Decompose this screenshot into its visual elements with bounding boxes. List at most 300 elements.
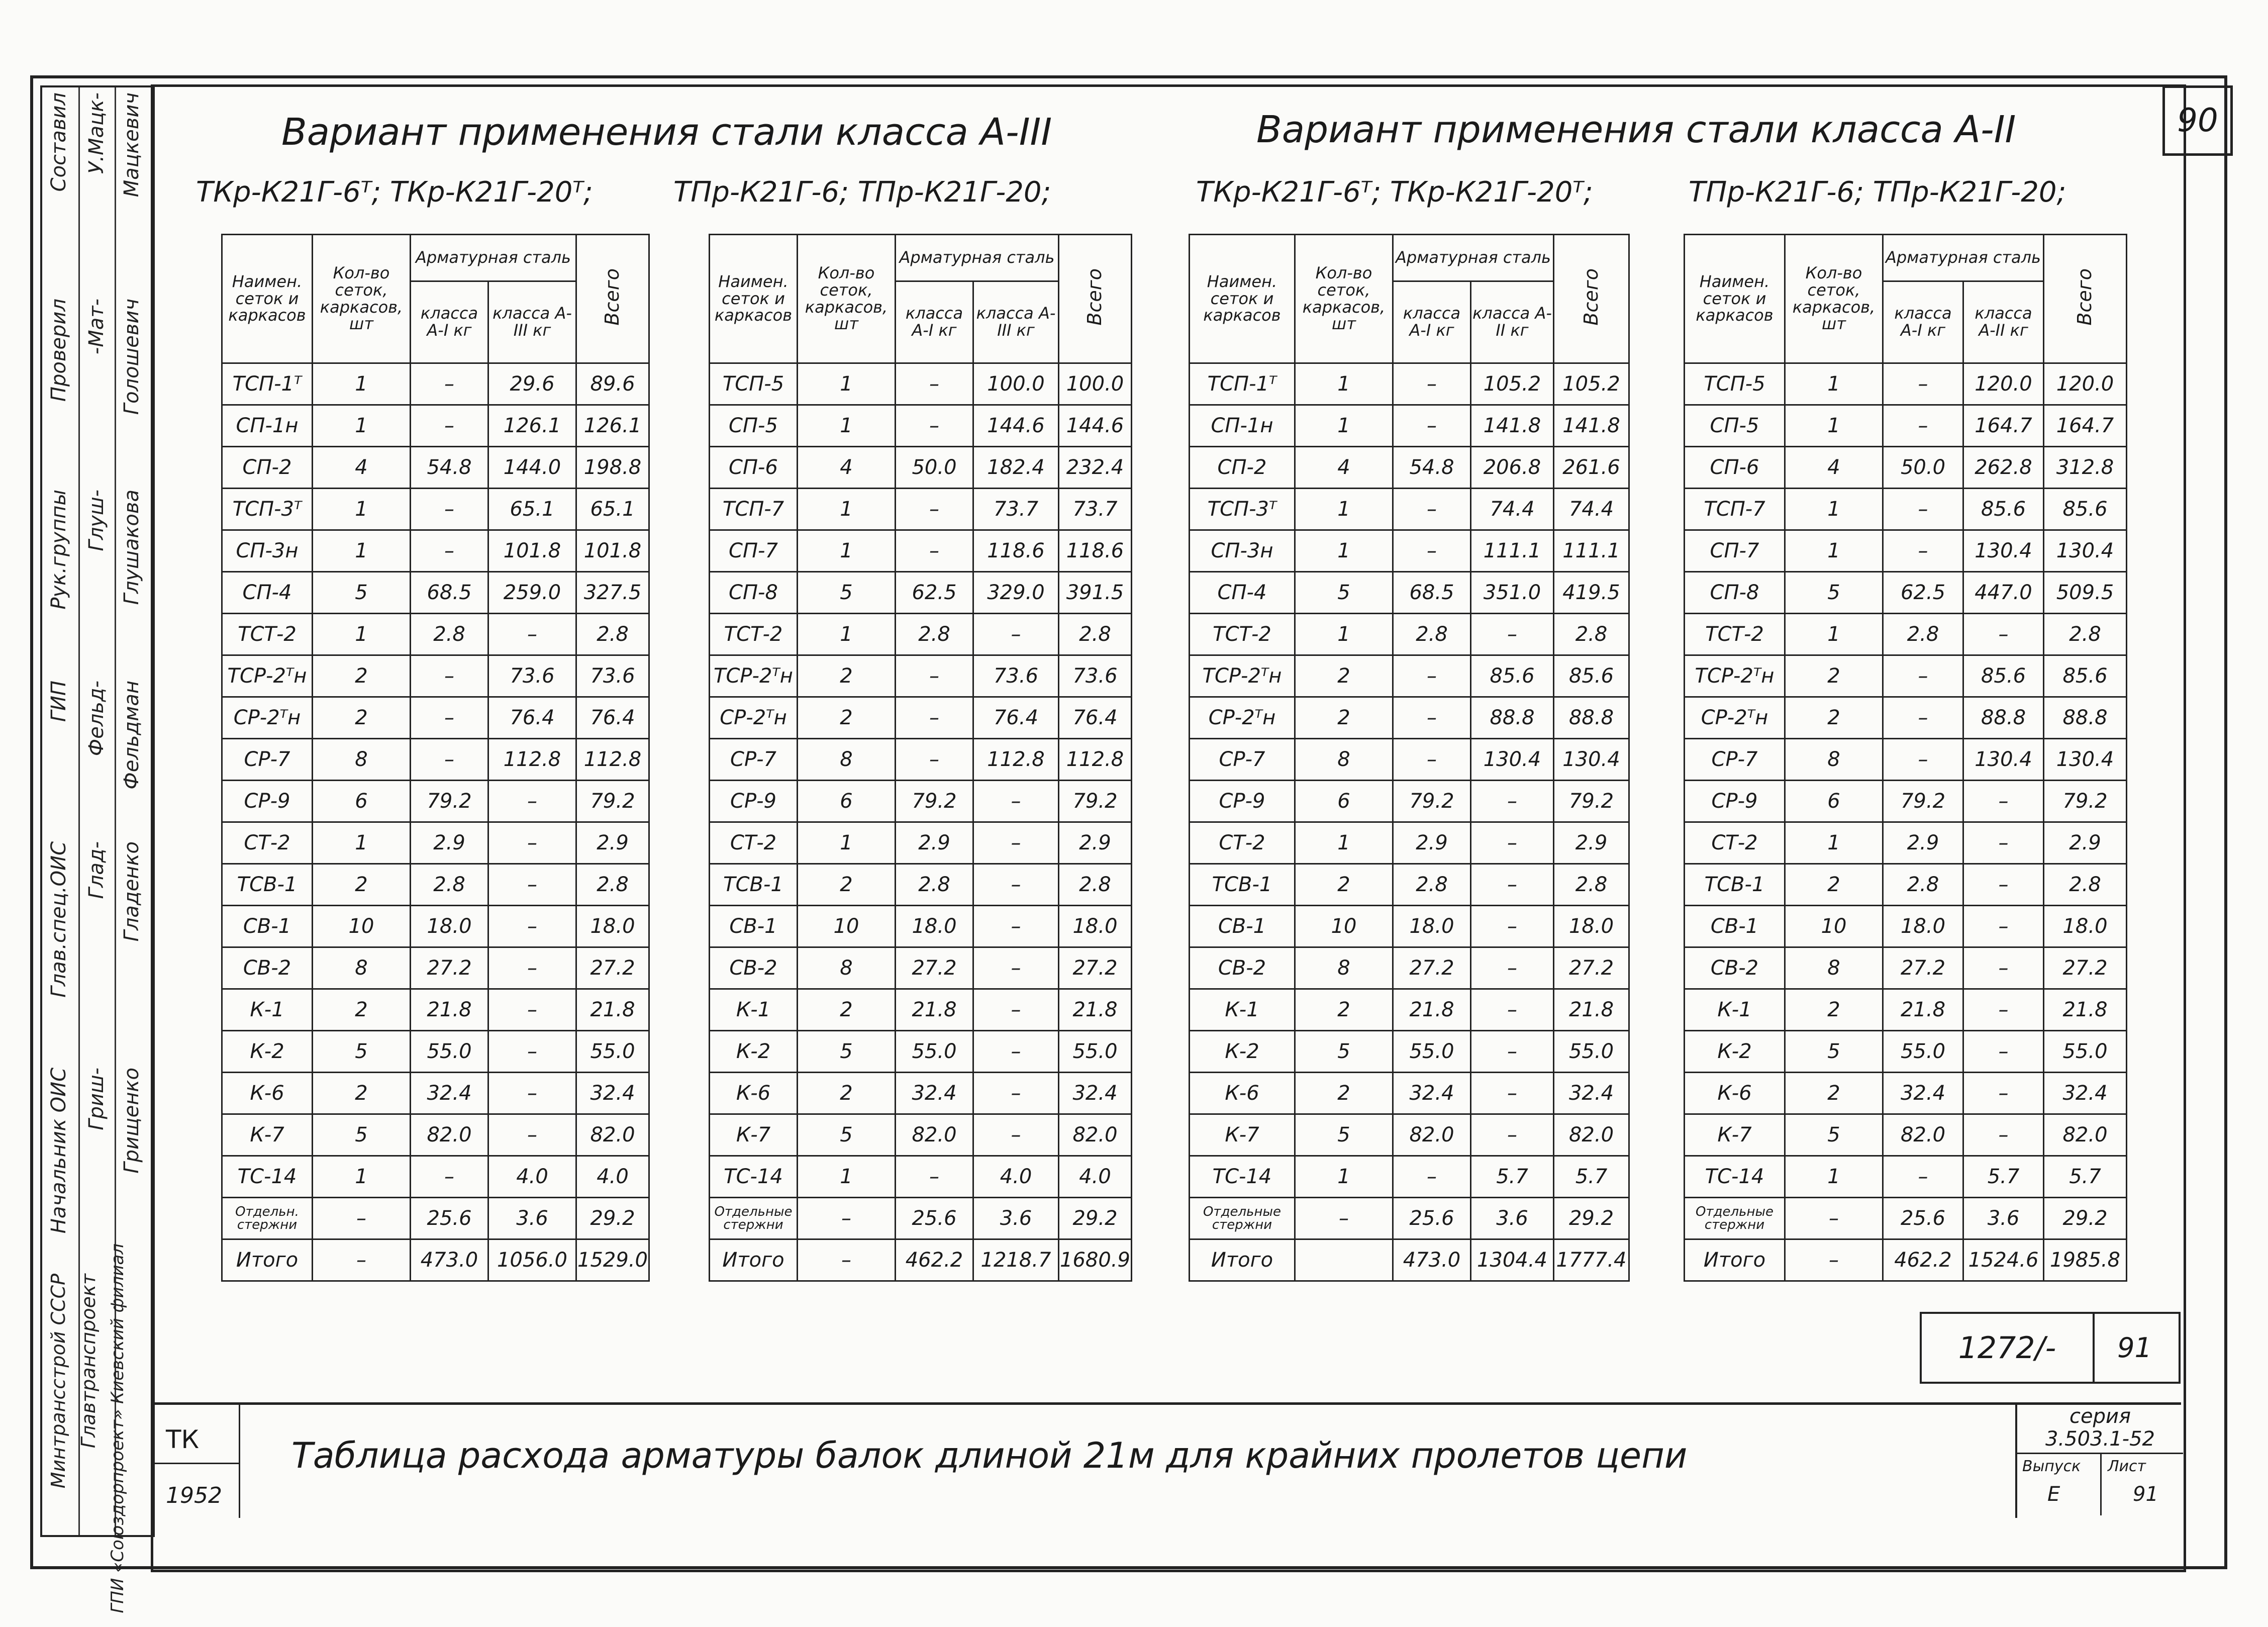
table-row xyxy=(1190,614,1629,655)
cell-count: 1 xyxy=(1295,363,1393,405)
cell-class-a1: 79.2 xyxy=(896,781,973,822)
table-row xyxy=(1685,1156,2127,1198)
table-row xyxy=(1190,822,1629,864)
cell-class-main: 85.6 xyxy=(1471,655,1554,697)
cell-name: СП-3н xyxy=(1190,530,1295,572)
cell-name: СР-2ᵀн xyxy=(1685,697,1785,739)
cell-name: СТ-2 xyxy=(222,822,313,864)
cell-class-main: 1524.6 xyxy=(1963,1239,2044,1281)
cell-class-main: 112.8 xyxy=(488,739,576,781)
cell-total: 29.2 xyxy=(2044,1198,2127,1239)
table-row xyxy=(1685,781,2127,822)
cell-count: 8 xyxy=(1785,739,1883,781)
cell-name: СР-7 xyxy=(1685,739,1785,781)
stamp-name-3: Фельдман xyxy=(120,681,143,790)
heading-right: Вариант применения стали класса А-II xyxy=(1256,108,2016,151)
cell-total: 327.5 xyxy=(576,572,649,614)
cell-name: СТ-2 xyxy=(1685,822,1785,864)
cell-count: 2 xyxy=(798,864,896,906)
cell-class-a1: – xyxy=(1883,489,1963,530)
cell-count: 5 xyxy=(798,1114,896,1156)
header-class-a1: класса А-I кг xyxy=(1883,281,1963,363)
cell-count: 5 xyxy=(1295,572,1393,614)
cell-count: 1 xyxy=(313,614,411,655)
cell-count: 1 xyxy=(1295,530,1393,572)
cell-class-a1: 2.8 xyxy=(1393,864,1471,906)
table-row xyxy=(1190,1239,1629,1281)
table-row xyxy=(710,1239,1132,1281)
stamp-name-5: Грищенко xyxy=(120,1068,143,1174)
table-row xyxy=(1685,614,2127,655)
cell-total: 55.0 xyxy=(576,1031,649,1073)
cell-name: ТСТ-2 xyxy=(710,614,798,655)
cell-class-a1: 79.2 xyxy=(1883,781,1963,822)
cell-class-main: 76.4 xyxy=(488,697,576,739)
cell-total: 2.8 xyxy=(2044,864,2127,906)
cell-name: Итого xyxy=(1190,1239,1295,1281)
table-row xyxy=(710,405,1132,447)
table-row xyxy=(710,530,1132,572)
cell-count: 1 xyxy=(313,530,411,572)
cell-total: 118.6 xyxy=(1059,530,1132,572)
cell-total: 112.8 xyxy=(1059,739,1132,781)
cell-count: – xyxy=(798,1198,896,1239)
cell-count: 1 xyxy=(798,1156,896,1198)
cell-count: 2 xyxy=(1295,655,1393,697)
cell-class-main: – xyxy=(1963,864,2044,906)
cell-class-a1: 2.8 xyxy=(896,614,973,655)
cell-class-main: 73.7 xyxy=(973,489,1059,530)
cell-name: Отдельные стержни xyxy=(1685,1198,1785,1239)
cell-class-main: 5.7 xyxy=(1471,1156,1554,1198)
table-row xyxy=(1190,697,1629,739)
cell-name: ТСП-5 xyxy=(710,363,798,405)
cell-class-a1: – xyxy=(896,405,973,447)
cell-name: К-2 xyxy=(710,1031,798,1073)
cell-name: ТСП-1ᵀ xyxy=(1190,363,1295,405)
header-steel: Арматурная сталь xyxy=(1393,235,1554,281)
table-row xyxy=(1190,655,1629,697)
cell-class-main: 4.0 xyxy=(488,1156,576,1198)
cell-class-a1: – xyxy=(411,739,488,781)
cell-total: 55.0 xyxy=(1059,1031,1132,1073)
subheading-t1: ТКр-К21Г-6ᵀ; ТКр-К21Г-20ᵀ; xyxy=(196,176,593,209)
cell-class-a1: 2.8 xyxy=(411,864,488,906)
cell-class-main: – xyxy=(1471,1073,1554,1114)
cell-count: 1 xyxy=(313,1156,411,1198)
cell-name: СТ-2 xyxy=(1190,822,1295,864)
cell-class-main: 5.7 xyxy=(1963,1156,2044,1198)
stamp-role-3: ГИП xyxy=(47,681,70,722)
cell-name: СП-7 xyxy=(710,530,798,572)
cell-count: 5 xyxy=(313,1114,411,1156)
cell-name: К-6 xyxy=(1190,1073,1295,1114)
table-row xyxy=(222,1073,649,1114)
subheading-t2: ТПр-К21Г-6; ТПр-К21Г-20; xyxy=(673,176,1051,209)
header-steel: Арматурная сталь xyxy=(1883,235,2044,281)
stamp-org-0: Минтрансстрой СССР xyxy=(47,1274,69,1489)
cell-class-a1: 79.2 xyxy=(411,781,488,822)
cell-class-a1: 18.0 xyxy=(411,906,488,947)
cell-count: 4 xyxy=(1295,447,1393,489)
steel-table-3 xyxy=(1189,234,1630,1282)
cell-name: ТСП-7 xyxy=(1685,489,1785,530)
cell-total: 5.7 xyxy=(1554,1156,1629,1198)
cell-total: 2.8 xyxy=(1554,614,1629,655)
cell-count: 8 xyxy=(1785,947,1883,989)
cell-class-main: 1304.4 xyxy=(1471,1239,1554,1281)
stamp-org-1: Главтранспроект xyxy=(77,1274,100,1449)
header-name: Наимен. сеток и каркасов xyxy=(222,235,313,363)
cell-count: 5 xyxy=(313,572,411,614)
title-year: 1952 xyxy=(166,1483,222,1508)
cell-class-main: 262.8 xyxy=(1963,447,2044,489)
cell-class-main: – xyxy=(488,822,576,864)
cell-total: 120.0 xyxy=(2044,363,2127,405)
cell-class-main: 447.0 xyxy=(1963,572,2044,614)
cell-total: 76.4 xyxy=(1059,697,1132,739)
cell-total: 2.8 xyxy=(2044,614,2127,655)
cell-name: ТСВ-1 xyxy=(1685,864,1785,906)
header-class-main: класса А-II кг xyxy=(1471,281,1554,363)
cell-name: СВ-2 xyxy=(710,947,798,989)
cell-total: 55.0 xyxy=(2044,1031,2127,1073)
cell-class-a1: 18.0 xyxy=(1883,906,1963,947)
cell-name: К-1 xyxy=(222,989,313,1031)
cell-class-a1: 462.2 xyxy=(896,1239,973,1281)
cell-class-a1: – xyxy=(896,739,973,781)
table-row xyxy=(1685,989,2127,1031)
cell-class-a1: 27.2 xyxy=(1393,947,1471,989)
cell-count: 1 xyxy=(1785,363,1883,405)
cell-class-a1: 68.5 xyxy=(1393,572,1471,614)
cell-name: ТСП-7 xyxy=(710,489,798,530)
cell-class-main: – xyxy=(973,781,1059,822)
doc-sheet: 91 xyxy=(2091,1312,2181,1384)
cell-name: К-6 xyxy=(710,1073,798,1114)
cell-count: 2 xyxy=(1295,989,1393,1031)
cell-name: Итого xyxy=(710,1239,798,1281)
table-row xyxy=(222,947,649,989)
cell-name: К-2 xyxy=(1190,1031,1295,1073)
cell-count: 1 xyxy=(798,405,896,447)
title-caption: Таблица расхода арматуры балок длиной 21м для крайних пролетов цепи xyxy=(291,1435,1688,1476)
table-row xyxy=(222,1156,649,1198)
cell-total: 21.8 xyxy=(2044,989,2127,1031)
cell-name: СП-6 xyxy=(1685,447,1785,489)
cell-total: 2.8 xyxy=(1059,614,1132,655)
cell-name: К-2 xyxy=(222,1031,313,1073)
cell-name: ТС-14 xyxy=(1685,1156,1785,1198)
cell-count: 6 xyxy=(1295,781,1393,822)
cell-total: 32.4 xyxy=(1059,1073,1132,1114)
cell-count: 1 xyxy=(1785,405,1883,447)
cell-total: 32.4 xyxy=(576,1073,649,1114)
cell-class-main: 101.8 xyxy=(488,530,576,572)
cell-total: 27.2 xyxy=(576,947,649,989)
cell-name: СТ-2 xyxy=(710,822,798,864)
cell-class-main: – xyxy=(1471,864,1554,906)
table-row xyxy=(710,363,1132,405)
table-row xyxy=(222,489,649,530)
cell-class-main: 144.0 xyxy=(488,447,576,489)
cell-class-a1: – xyxy=(1393,1156,1471,1198)
cell-count: 1 xyxy=(313,405,411,447)
cell-name: СР-7 xyxy=(222,739,313,781)
table-row xyxy=(222,989,649,1031)
table-row xyxy=(1685,864,2127,906)
cell-class-a1: 2.8 xyxy=(1393,614,1471,655)
cell-name: ТСР-2ᵀн xyxy=(222,655,313,697)
cell-class-a1: 82.0 xyxy=(411,1114,488,1156)
cell-total: 100.0 xyxy=(1059,363,1132,405)
table-row xyxy=(1190,1156,1629,1198)
cell-total: 21.8 xyxy=(576,989,649,1031)
cell-count: 6 xyxy=(798,781,896,822)
stamp-name-2: Глушакова xyxy=(120,490,143,605)
cell-count: 2 xyxy=(313,989,411,1031)
cell-total: 2.9 xyxy=(2044,822,2127,864)
cell-class-a1: 32.4 xyxy=(896,1073,973,1114)
cell-total: 79.2 xyxy=(1059,781,1132,822)
header-total-label: Всего xyxy=(2074,268,2096,326)
cell-class-main: – xyxy=(1471,822,1554,864)
cell-count: 8 xyxy=(1295,947,1393,989)
cell-count: 1 xyxy=(1785,530,1883,572)
cell-total: 391.5 xyxy=(1059,572,1132,614)
cell-name: Итого xyxy=(1685,1239,1785,1281)
table-row xyxy=(222,1114,649,1156)
table-row xyxy=(222,1239,649,1281)
cell-count: 4 xyxy=(1785,447,1883,489)
table-row xyxy=(222,614,649,655)
cell-total: 82.0 xyxy=(1554,1114,1629,1156)
cell-class-a1: – xyxy=(896,530,973,572)
cell-total: 85.6 xyxy=(2044,489,2127,530)
header-class-main: класса А-II кг xyxy=(1963,281,2044,363)
cell-name: СР-7 xyxy=(1190,739,1295,781)
cell-count: 1 xyxy=(313,363,411,405)
cell-class-main: 120.0 xyxy=(1963,363,2044,405)
header-total xyxy=(1059,235,1132,363)
cell-total: 55.0 xyxy=(1554,1031,1629,1073)
table-row xyxy=(1190,572,1629,614)
cell-count: – xyxy=(313,1239,411,1281)
cell-class-a1: – xyxy=(1883,363,1963,405)
cell-count: 2 xyxy=(798,655,896,697)
cell-total: 82.0 xyxy=(1059,1114,1132,1156)
cell-class-a1: 82.0 xyxy=(896,1114,973,1156)
cell-total: 73.6 xyxy=(1059,655,1132,697)
cell-class-a1: 18.0 xyxy=(896,906,973,947)
cell-name: К-1 xyxy=(710,989,798,1031)
cell-class-main: 111.1 xyxy=(1471,530,1554,572)
cell-class-a1: 2.9 xyxy=(896,822,973,864)
cell-class-a1: – xyxy=(1393,655,1471,697)
cell-class-main: 3.6 xyxy=(1963,1198,2044,1239)
table-row xyxy=(1190,1114,1629,1156)
table-row xyxy=(710,781,1132,822)
cell-total: 2.8 xyxy=(1554,864,1629,906)
cell-total: 79.2 xyxy=(576,781,649,822)
cell-count: – xyxy=(1295,1198,1393,1239)
cell-name: СР-9 xyxy=(710,781,798,822)
cell-class-a1: 62.5 xyxy=(896,572,973,614)
table-row xyxy=(1190,739,1629,781)
cell-total: 144.6 xyxy=(1059,405,1132,447)
cell-name: ТСТ-2 xyxy=(1190,614,1295,655)
header-name: Наимен. сеток и каркасов xyxy=(1190,235,1295,363)
cell-count: 5 xyxy=(1785,572,1883,614)
cell-class-a1: – xyxy=(1883,739,1963,781)
table-row xyxy=(1685,489,2127,530)
stamp-role-4: Глав.спец.ОИС xyxy=(47,841,70,998)
cell-class-main: – xyxy=(1963,947,2044,989)
subheading-t3: ТКр-К21Г-6ᵀ; ТКр-К21Г-20ᵀ; xyxy=(1196,176,1593,209)
cell-count: 10 xyxy=(1295,906,1393,947)
header-class-a1: класса А-I кг xyxy=(411,281,488,363)
header-total-label: Всего xyxy=(1580,268,1602,326)
cell-total: 29.2 xyxy=(1554,1198,1629,1239)
cell-class-main: – xyxy=(488,1031,576,1073)
header-total xyxy=(576,235,649,363)
table-row xyxy=(222,1031,649,1073)
cell-count: 1 xyxy=(313,489,411,530)
cell-class-a1: 55.0 xyxy=(896,1031,973,1073)
steel-table-4 xyxy=(1684,234,2127,1282)
cell-class-a1: – xyxy=(1393,405,1471,447)
cell-total: 126.1 xyxy=(576,405,649,447)
table-row xyxy=(710,489,1132,530)
table-row xyxy=(222,1198,649,1239)
cell-name: К-7 xyxy=(1190,1114,1295,1156)
cell-total: 82.0 xyxy=(576,1114,649,1156)
cell-class-main: – xyxy=(1471,781,1554,822)
cell-count: 2 xyxy=(313,655,411,697)
cell-total: 18.0 xyxy=(576,906,649,947)
cell-total: 73.7 xyxy=(1059,489,1132,530)
cell-name: ТСР-2ᵀн xyxy=(710,655,798,697)
cell-class-a1: 21.8 xyxy=(896,989,973,1031)
title-tk: ТК xyxy=(166,1425,200,1454)
table-row xyxy=(1685,822,2127,864)
cell-class-main: – xyxy=(973,822,1059,864)
series-label: серия xyxy=(2069,1405,2131,1428)
table-row xyxy=(1685,530,2127,572)
stamp-name-4: Гладенко xyxy=(120,841,143,942)
cell-class-a1: 2.9 xyxy=(1393,822,1471,864)
table-row xyxy=(710,1156,1132,1198)
header-count: Кол-во сеток, каркасов, шт xyxy=(313,235,411,363)
cell-count: – xyxy=(1785,1198,1883,1239)
cell-class-main: – xyxy=(488,947,576,989)
cell-name: СВ-1 xyxy=(710,906,798,947)
cell-name: ТСТ-2 xyxy=(222,614,313,655)
cell-class-main: 85.6 xyxy=(1963,655,2044,697)
cell-class-main: – xyxy=(1963,1114,2044,1156)
cell-total: 101.8 xyxy=(576,530,649,572)
cell-name: СП-4 xyxy=(1190,572,1295,614)
cell-name: СВ-1 xyxy=(1685,906,1785,947)
cell-count: 2 xyxy=(313,864,411,906)
series-block xyxy=(2015,1402,2183,1518)
cell-name: ТС-14 xyxy=(222,1156,313,1198)
cell-total: 130.4 xyxy=(1554,739,1629,781)
cell-class-main: – xyxy=(973,906,1059,947)
cell-class-a1: – xyxy=(896,697,973,739)
cell-count: 2 xyxy=(1785,697,1883,739)
sheet-number: 90 xyxy=(2162,85,2233,156)
cell-count: 1 xyxy=(313,822,411,864)
table-row xyxy=(710,447,1132,489)
cell-count: 2 xyxy=(313,1073,411,1114)
cell-total: 85.6 xyxy=(1554,655,1629,697)
series-divider-v xyxy=(2100,1453,2102,1515)
cell-total: 112.8 xyxy=(576,739,649,781)
table-row xyxy=(1190,530,1629,572)
cell-count: 10 xyxy=(1785,906,1883,947)
cell-name: СВ-1 xyxy=(222,906,313,947)
cell-class-main: 3.6 xyxy=(973,1198,1059,1239)
cell-total: 5.7 xyxy=(2044,1156,2127,1198)
cell-name: СП-3н xyxy=(222,530,313,572)
header-steel: Арматурная сталь xyxy=(896,235,1059,281)
cell-total: 232.4 xyxy=(1059,447,1132,489)
table-row xyxy=(222,864,649,906)
cell-class-main: 3.6 xyxy=(1471,1198,1554,1239)
cell-class-a1: 21.8 xyxy=(1393,989,1471,1031)
header-class-a1: класса А-I кг xyxy=(1393,281,1471,363)
header-count: Кол-во сеток, каркасов, шт xyxy=(1295,235,1393,363)
cell-total: 130.4 xyxy=(2044,739,2127,781)
cell-class-main: – xyxy=(1963,822,2044,864)
cell-class-main: 126.1 xyxy=(488,405,576,447)
cell-count: 1 xyxy=(1295,1156,1393,1198)
cell-class-a1: – xyxy=(411,405,488,447)
table-row xyxy=(710,739,1132,781)
cell-count: 1 xyxy=(1785,1156,1883,1198)
cell-name: СР-9 xyxy=(1190,781,1295,822)
cell-total: 1985.8 xyxy=(2044,1239,2127,1281)
cell-total: 130.4 xyxy=(2044,530,2127,572)
cell-name: ТСП-3ᵀ xyxy=(1190,489,1295,530)
cell-class-a1: – xyxy=(1883,405,1963,447)
cell-total: 1529.0 xyxy=(576,1239,649,1281)
stamp-role-2: Рук.группы xyxy=(47,490,70,610)
cell-total: 1777.4 xyxy=(1554,1239,1629,1281)
header-steel: Арматурная сталь xyxy=(411,235,576,281)
cell-class-main: – xyxy=(1963,1073,2044,1114)
cell-name: К-2 xyxy=(1685,1031,1785,1073)
cell-class-main: – xyxy=(973,1073,1059,1114)
cell-name: К-6 xyxy=(222,1073,313,1114)
cell-class-main: 130.4 xyxy=(1471,739,1554,781)
stamp-sign-1: -Мат- xyxy=(85,299,108,355)
cell-class-main: – xyxy=(973,1031,1059,1073)
table-row xyxy=(1685,1114,2127,1156)
cell-class-a1: 25.6 xyxy=(411,1198,488,1239)
cell-count: 5 xyxy=(1295,1031,1393,1073)
cell-total: 27.2 xyxy=(1554,947,1629,989)
table-row xyxy=(222,405,649,447)
table-row xyxy=(222,572,649,614)
cell-class-main: 1056.0 xyxy=(488,1239,576,1281)
cell-class-a1: 54.8 xyxy=(1393,447,1471,489)
cell-name: Итого xyxy=(222,1239,313,1281)
cell-class-main: 74.4 xyxy=(1471,489,1554,530)
cell-class-a1: 21.8 xyxy=(1883,989,1963,1031)
cell-name: СВ-2 xyxy=(1685,947,1785,989)
